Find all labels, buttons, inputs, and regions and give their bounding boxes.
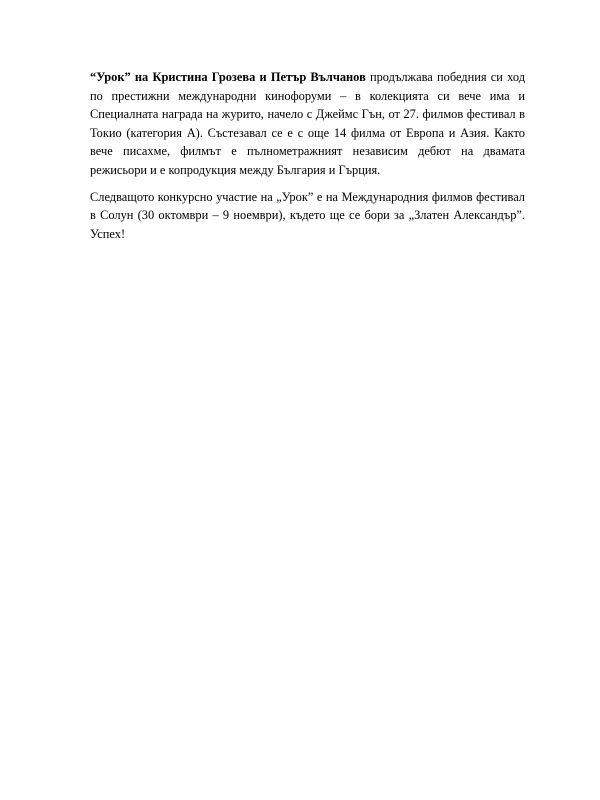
paragraph-1-text: продължава победния си ход по престижни международни кинофоруми – в колекцията си вече има и Специалната награда на журито, начело с Джеймс Гън, от 27. филмов фестивал в Токио (категория А). Състезавал се е с още 14 филма от Европа и Азия. Както вече писахме, филмът е пълнометражният независим дебют на двамата режисьори и е копродукция между България и Гърция. <box>90 70 525 177</box>
film-title-credit: “Урок” на Кристина Грозева и Петър Вълчанов <box>90 70 366 84</box>
document-body <box>90 68 525 251</box>
paragraph-2-text: Следващото конкурсно участие на „Урок” е на Международния филмов фестивал в Солун (30 октомври – 9 ноември), където ще се бори за „Златен Александър”. Успех! <box>90 189 525 241</box>
paragraph-2 <box>90 188 525 244</box>
paragraph-1 <box>90 68 525 180</box>
